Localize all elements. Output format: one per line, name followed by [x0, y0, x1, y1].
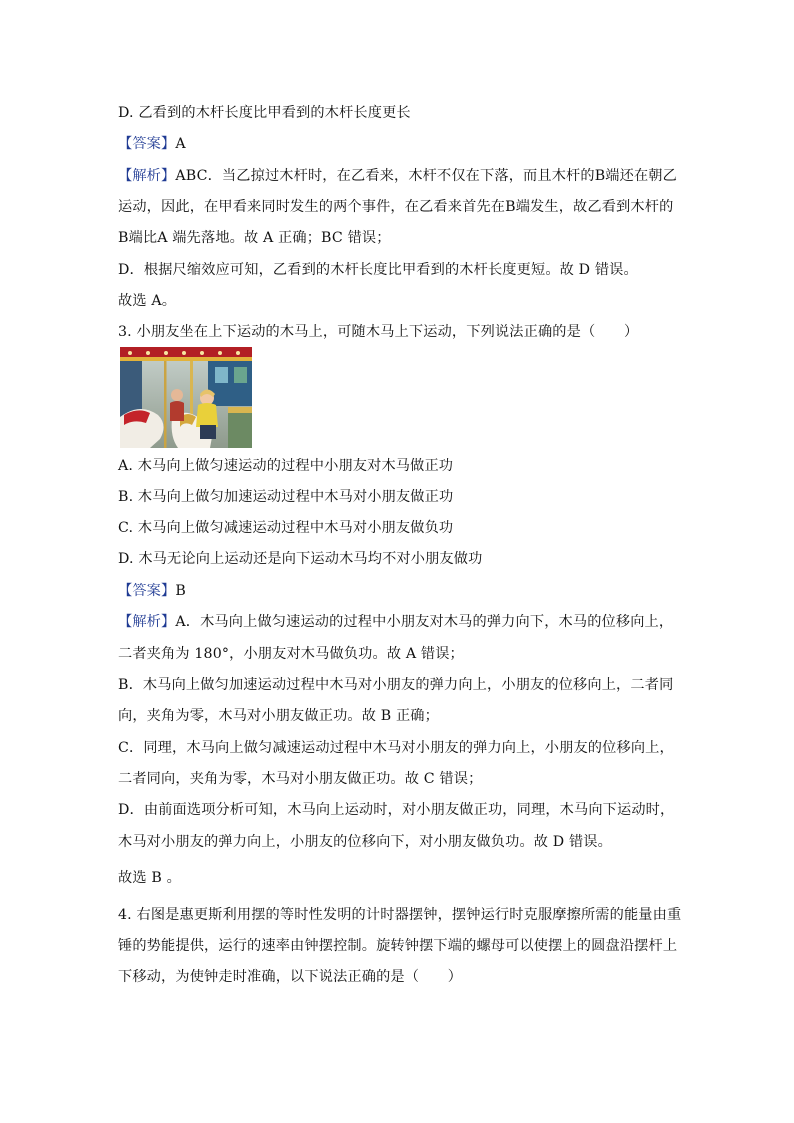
q3-conclusion: 故选 B 。	[118, 870, 181, 886]
q3-analysis-line-3: B．木马向上做匀加速运动过程中木马对小朋友的弹力向上，小朋友的位移向上，二者同	[118, 677, 674, 693]
q3-analysis-line-6: 二者同向，夹角为零，木马对小朋友做正功。故 C 错误；	[118, 771, 483, 787]
q3-analysis-line-2: 二者夹角为 180°，小朋友对木马做负功。故 A 错误；	[118, 646, 464, 662]
carousel-photo	[120, 347, 252, 448]
q3-analysis-line-4: 向，夹角为零，木马对小朋友做正功。故 B 正确；	[118, 708, 439, 724]
q2-answer-value: A	[175, 136, 186, 152]
q3-option-c: C. 木马向上做匀减速运动过程中木马对小朋友做负功	[118, 520, 454, 536]
q2-analysis-line-3: B端比A 端先落地。故 A 正确；BC 错误；	[118, 230, 391, 246]
q2-option-d: D. 乙看到的木杆长度比甲看到的木杆长度更长	[118, 105, 411, 121]
q2-analysis-line-1	[118, 167, 688, 185]
q3-stem: 3. 小朋友坐在上下运动的木马上，可随木马上下运动，下列说法正确的是（ ）	[118, 324, 639, 340]
q3-analysis-tag: 【解析】	[118, 614, 176, 630]
q3-analysis-line-5: C．同理，木马向上做匀减速运动过程中木马对小朋友的弹力向上，小朋友的位移向上，	[118, 740, 674, 756]
q3-option-a: A. 木马向上做匀速运动的过程中小朋友对木马做正功	[118, 458, 454, 474]
q3-answer-tag: 【答案】	[118, 583, 176, 599]
q3-answer-line	[118, 582, 688, 600]
q3-analysis-line-1	[118, 613, 688, 631]
q2-analysis-line-4: D．根据尺缩效应可知，乙看到的木杆长度比甲看到的木杆长度更短。故 D 错误。	[118, 262, 638, 278]
q2-answer-tag: 【答案】	[118, 136, 176, 152]
q2-conclusion: 故选 A。	[118, 293, 177, 309]
q3-analysis-line-8: 木马对小朋友的弹力向上，小朋友的位移向下，对小朋友做负功。故 D 错误。	[118, 834, 612, 850]
q2-answer-line	[118, 135, 688, 153]
q3-option-b: B. 木马向上做匀加速运动过程中木马对小朋友做正功	[118, 489, 454, 505]
q2-analysis-line-2: 运动，因此，在甲看来同时发生的两个事件，在乙看来首先在B端发生，故乙看到木杆的	[118, 199, 674, 215]
q3-analysis-line-7: D．由前面选项分析可知，木马向上运动时，对小朋友做正功，同理，木马向下运动时，	[118, 802, 675, 818]
q2-analysis-text-1: ABC．当乙掠过木杆时，在乙看来，木杆不仅在下落，而且木杆的B端还在朝乙	[175, 168, 677, 184]
q2-analysis-tag: 【解析】	[118, 168, 176, 184]
q4-stem-line-2: 锤的势能提供，运行的速率由钟摆控制。旋转钟摆下端的螺母可以使摆上的圆盘沿摆杆上	[118, 938, 678, 954]
q3-answer-value: B	[175, 583, 186, 599]
q3-analysis-text-1: A．木马向上做匀速运动的过程中小朋友对木马的弹力向下，木马的位移向上，	[175, 614, 674, 630]
q4-stem-line-3: 下移动，为使钟走时准确，以下说法正确的是（ ）	[118, 969, 463, 985]
q4-stem-line-1: 4. 右图是惠更斯利用摆的等时性发明的计时器摆钟，摆钟运行时克服摩擦所需的能量由重	[118, 907, 682, 923]
q3-option-d: D. 木马无论向上运动还是向下运动木马均不对小朋友做功	[118, 551, 483, 567]
